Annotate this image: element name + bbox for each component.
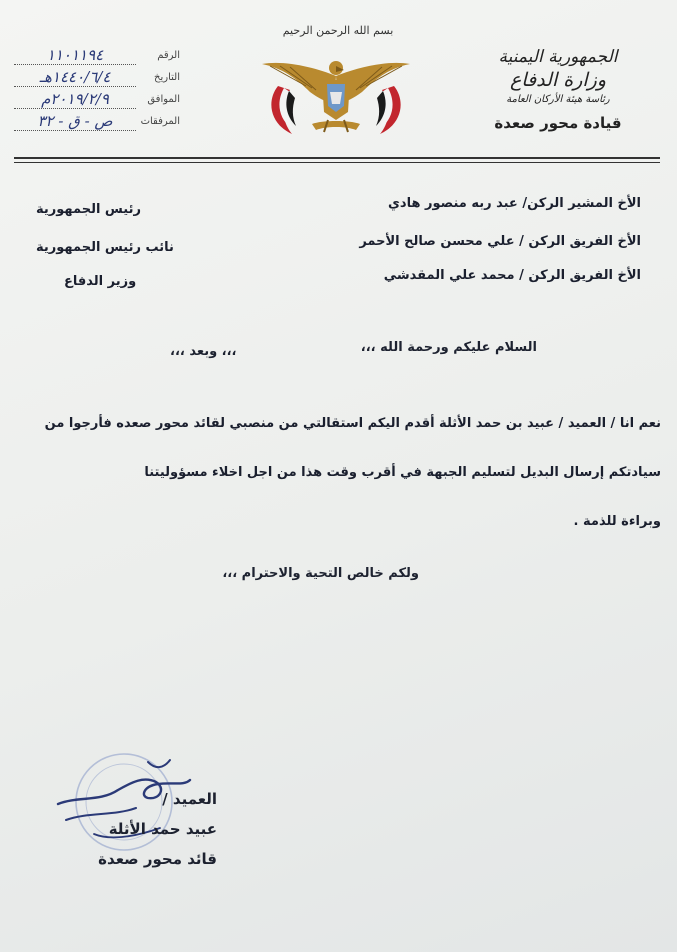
meta-label: الرقم — [157, 50, 180, 61]
body-line: نعم انا / العميد / عبيد بن حمد الأثلة أقدم اليكم استقالتي من منصبي لقائد محور صعده فأرجوا من — [44, 416, 661, 431]
meta-value: ص - ق - ٣٢ — [14, 112, 136, 131]
closing-line: ولكم خالص التحية والاحترام ،،، — [222, 566, 419, 581]
meta-row-number — [12, 46, 180, 68]
meta-row-gregorian — [12, 90, 180, 112]
header-divider — [14, 157, 660, 159]
addressee-title: رئيس الجمهورية — [36, 202, 141, 217]
meta-row-date — [12, 68, 180, 90]
body-line: وبراءة للذمة . — [573, 514, 661, 529]
addressee-name: الأخ الفريق الركن / علي محسن صالح الأحمر — [359, 234, 641, 249]
meta-label: الموافق — [147, 94, 180, 105]
letterhead-republic: الجمهورية اليمنية — [498, 47, 618, 67]
letterhead-command: قيادة محور صعدة — [494, 114, 622, 132]
greeting-salam: السلام عليكم ورحمة الله ،،، — [360, 340, 537, 355]
letterhead-staff: رئاسة هيئة الأركان العامة — [506, 94, 610, 105]
signature-rank: العميد / — [162, 790, 217, 808]
meta-value: ٢٠١٩/٢/٩م — [14, 90, 136, 109]
reference-block — [12, 46, 180, 134]
body-line: سيادتكم إرسال البديل لتسليم الجبهة في أقرب وقت هذا من اجل اخلاء مسؤوليتنا — [144, 465, 661, 480]
republic-emblem-icon — [256, 46, 416, 146]
meta-row-attachments — [12, 112, 180, 134]
basmala: بسم الله الرحمن الرحيم — [282, 24, 394, 37]
signature-name: عبيد حمد الأثلة — [108, 820, 217, 838]
addressee-title: وزير الدفاع — [64, 274, 137, 289]
letterhead-ministry: وزارة الدفاع — [509, 69, 607, 91]
addressee-name: الأخ الفريق الركن / محمد علي المقدشي — [383, 268, 641, 283]
addressee-title: نائب رئيس الجمهورية — [36, 240, 174, 255]
meta-value: ١١٠١١٩٤ — [14, 46, 136, 65]
signature-position: قائد محور صعدة — [98, 850, 217, 868]
signature-block — [37, 784, 217, 874]
letterhead-right — [473, 46, 643, 134]
header-divider-thin — [14, 162, 660, 163]
meta-label: التاريخ — [154, 72, 180, 83]
greeting-wabaad: ،،، وبعد ،،، — [170, 344, 237, 359]
meta-label: المرفقات — [140, 116, 180, 127]
meta-value: ١٤٤٠/٦/٤هـ — [14, 68, 136, 87]
addressee-name: الأخ المشير الركن/ عبد ربه منصور هادي — [388, 196, 641, 211]
